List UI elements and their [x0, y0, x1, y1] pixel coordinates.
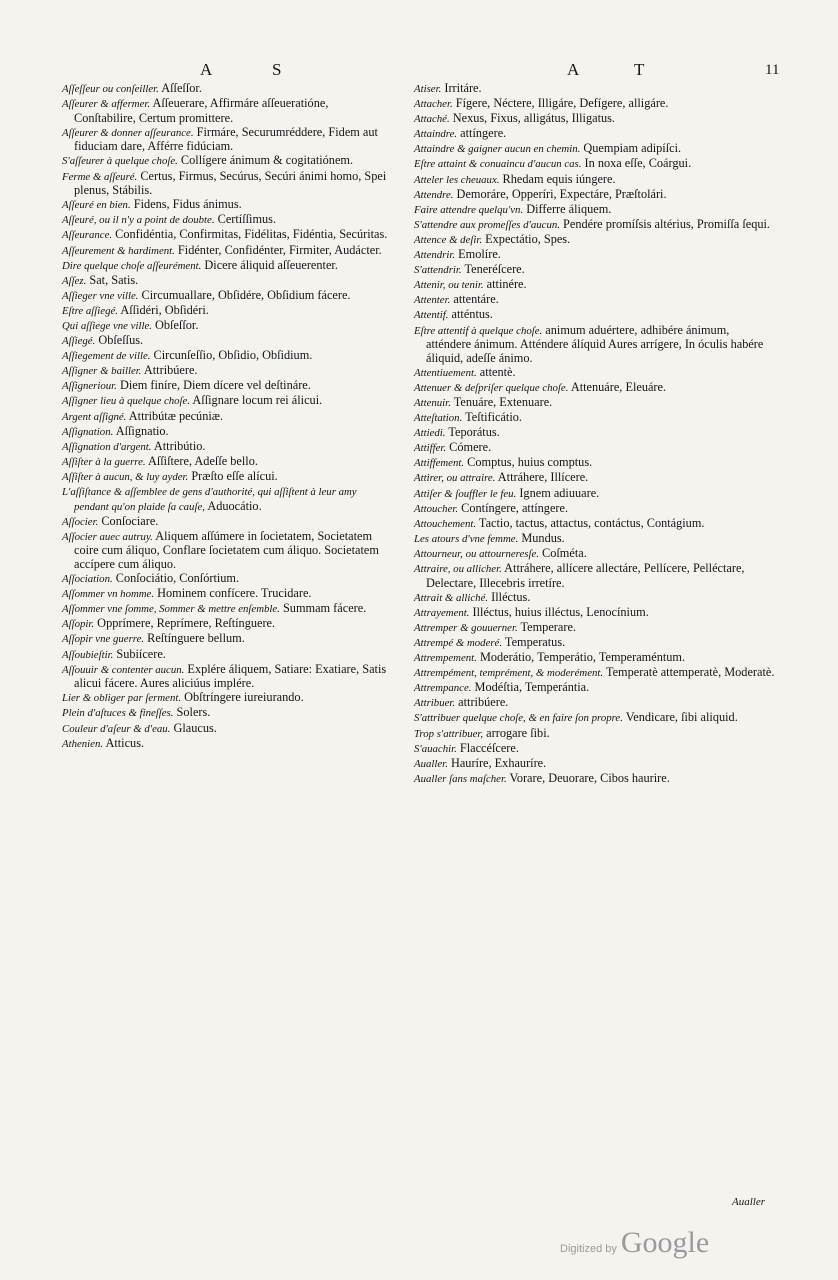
- entry-headword: Aſſommer vn homme.: [62, 588, 155, 601]
- entry-headword: Aſſigneriour.: [62, 380, 117, 393]
- dictionary-entry: [414, 547, 776, 562]
- entry-translation: Summam fácere.: [279, 601, 367, 616]
- dictionary-entry: [414, 308, 776, 323]
- dictionary-entry: [62, 379, 390, 394]
- entry-headword: Attouchement.: [414, 517, 477, 530]
- entry-headword: Attrait & alliché.: [414, 591, 489, 604]
- dictionary-entry: [414, 293, 776, 308]
- entry-headword: Aſſignation d'argent.: [62, 440, 152, 453]
- dictionary-entry: [414, 456, 776, 471]
- entry-translation: Opprímere, Reprímere, Reſtínguere.: [94, 616, 276, 631]
- entry-translation: Obſeſſus.: [95, 333, 144, 348]
- running-head-letter: A: [567, 60, 582, 79]
- entry-headword: Attacher.: [414, 98, 453, 111]
- running-head-letter: T: [634, 60, 647, 79]
- entry-translation: Mundus.: [518, 530, 565, 545]
- catchword: Aualler: [732, 1196, 765, 1208]
- watermark-caption: Digitized by: [560, 1243, 617, 1255]
- entry-headword: Aſſeuré en bien.: [62, 199, 131, 212]
- entry-headword: Aſſeurer & affermer.: [62, 98, 151, 111]
- entry-headword: Aſſocier.: [62, 515, 99, 528]
- entry-translation: Pendére promíſsis altérius, Promiſſa ſequi.: [559, 216, 770, 231]
- dictionary-entry: [414, 324, 776, 366]
- dictionary-entry: [414, 97, 776, 112]
- entry-translation: Collígere ánimum & cogitatiónem.: [177, 153, 354, 168]
- entry-headword: Aſſocier auec autruy.: [62, 530, 153, 543]
- entry-translation: animum aduértere, adhibére ánimum, atténdere ánimum. Atténdere álíquid Aures arrígere, In óculis habére áliquid, adeſſe ánimo.: [426, 322, 764, 365]
- entry-headword: Aſſeurement & hardiment.: [62, 244, 175, 257]
- dictionary-entry: [414, 188, 776, 203]
- dictionary-entry: [62, 213, 390, 228]
- entry-translation: Coſméta.: [538, 545, 587, 560]
- dictionary-entry: [414, 532, 776, 547]
- entry-translation: Temperatus.: [502, 634, 566, 649]
- entry-translation: Reſtínguere bellum.: [144, 631, 245, 646]
- entry-translation: atténtus.: [448, 307, 493, 322]
- entry-headword: Attourneur, ou attourneresſe.: [414, 547, 539, 560]
- entry-headword: Aſſieger vne ville.: [62, 289, 139, 302]
- entry-headword: Aſſouuir & contenter aucun.: [62, 663, 185, 676]
- entry-headword: Attaindre & gaigner aucun en chemin.: [414, 143, 581, 156]
- dictionary-entry: [414, 727, 776, 742]
- entry-headword: Eſtre attentif à quelque choſe.: [414, 324, 543, 337]
- entry-translation: Attráhere, Illícere.: [495, 470, 589, 485]
- entry-headword: Plein d'aſtuces & fineſſes.: [62, 707, 174, 720]
- entry-headword: Trop s'attribuer,: [414, 727, 484, 740]
- entry-headword: Aſſigner lieu à quelque choſe.: [62, 395, 191, 408]
- entry-headword: Dire quelque choſe aſſeurément.: [62, 259, 202, 272]
- dictionary-entry: [414, 562, 776, 590]
- entry-headword: Attribuer.: [414, 697, 456, 710]
- dictionary-entry: [62, 394, 390, 409]
- entry-translation: Flaccéſcere.: [456, 740, 519, 755]
- entry-translation: attinére.: [483, 277, 527, 292]
- entry-translation: attentè.: [476, 364, 516, 379]
- dictionary-entry: [414, 396, 776, 411]
- entry-translation: Emolíre.: [455, 247, 501, 262]
- dictionary-entry: [62, 82, 390, 97]
- entry-translation: Temperare.: [517, 619, 576, 634]
- dictionary-entry: [62, 691, 390, 706]
- dictionary-entry: [414, 263, 776, 278]
- dictionary-entry: [62, 485, 390, 514]
- entry-translation: Rhedam equis iúngere.: [499, 171, 616, 186]
- entry-translation: Attribútæ pecúniæ.: [126, 408, 224, 423]
- running-head-letter: A: [200, 60, 215, 79]
- entry-headword: Aualler ſans maſcher.: [414, 772, 507, 785]
- dictionary-entry: [62, 663, 390, 691]
- entry-headword: Attrempé & moderé.: [414, 636, 503, 649]
- entry-translation: Quempiam adipíſci.: [580, 141, 682, 156]
- entry-headword: Faire attendre quelqu'vn.: [414, 203, 524, 216]
- entry-translation: Teſtificátio.: [462, 410, 522, 425]
- entry-headword: Attrayement.: [414, 606, 470, 619]
- entry-translation: Firmáre, Securumréddere, Fidem aut fiduciam dare, Afférre fidúciam.: [74, 124, 378, 154]
- entry-headword: Attenir, ou tenir.: [414, 279, 484, 292]
- dictionary-entry: [414, 173, 776, 188]
- dictionary-entry: [414, 218, 776, 233]
- entry-translation: Expectátio, Spes.: [482, 231, 571, 246]
- dictionary-entry: [414, 411, 776, 426]
- entry-translation: Aduocátio.: [204, 498, 262, 513]
- entry-headword: Atiser.: [414, 83, 442, 95]
- dictionary-entry: [62, 170, 390, 198]
- dictionary-entry: [414, 711, 776, 726]
- entry-headword: Aſſiſter à la guerre.: [62, 455, 146, 468]
- dictionary-entry: [414, 681, 776, 696]
- entry-headword: Aſſeſſeur ou conſeiller.: [62, 83, 159, 95]
- dictionary-entry: [62, 304, 390, 319]
- dictionary-entry: [62, 289, 390, 304]
- dictionary-entry: [414, 127, 776, 142]
- dictionary-entry: [62, 706, 390, 721]
- running-head-letter: S: [272, 60, 284, 79]
- dictionary-entry: [414, 82, 776, 97]
- entry-translation: Certíſſimus.: [214, 212, 277, 227]
- entry-headword: Attoucher.: [414, 502, 459, 515]
- entry-translation: Moderátio, Temperátio, Temperaméntum.: [476, 650, 686, 665]
- entry-translation: Aſſignare locum rei álicui.: [190, 393, 323, 408]
- entry-headword: Attraire, ou allicher.: [414, 563, 502, 575]
- dictionary-entry: [62, 648, 390, 663]
- dictionary-entry: [62, 154, 390, 169]
- dictionary-entry: [414, 248, 776, 263]
- dictionary-entry: [62, 440, 390, 455]
- entry-headword: Attrempément, temprément, & moderément.: [414, 667, 604, 680]
- dictionary-entry: [62, 587, 390, 602]
- entry-headword: Aſſeurance.: [62, 229, 113, 242]
- entry-headword: Attendre.: [414, 188, 454, 201]
- dictionary-entry: [414, 487, 776, 502]
- entry-translation: Nexus, Fixus, alligátus, Illigatus.: [449, 111, 616, 126]
- entry-translation: Circunſeſſio, Obſidio, Obſidium.: [150, 348, 313, 363]
- dictionary-entry: [414, 203, 776, 218]
- dictionary-entry: [414, 606, 776, 621]
- entry-headword: Attiedi.: [414, 427, 446, 440]
- google-logo: Google: [620, 1226, 710, 1259]
- entry-headword: Atteſtation.: [414, 412, 463, 425]
- entry-translation: Teneréſcere.: [461, 262, 525, 277]
- dictionary-entry: [414, 502, 776, 517]
- entry-headword: Aſſoubieſtir.: [62, 648, 114, 661]
- entry-translation: Fígere, Néctere, Illigáre, Defígere, alligáre.: [452, 96, 669, 111]
- dictionary-entry: [414, 112, 776, 127]
- entry-headword: Argent aſſigné.: [62, 410, 127, 423]
- dictionary-entry: [414, 366, 776, 381]
- dictionary-entry: [62, 334, 390, 349]
- entry-translation: Aliquem aſſúmere in ſocietatem, Societatem coire cum áliquo, Conflare ſocietatem cum áliquo. Societatem accípere cum áliquo.: [74, 528, 379, 571]
- entry-headword: Attaché.: [414, 113, 450, 126]
- dictionary-entry: [62, 617, 390, 632]
- dictionary-entry: [62, 470, 390, 485]
- entry-headword: Attenuir.: [414, 396, 451, 409]
- dictionary-entry: [414, 621, 776, 636]
- entry-translation: attentáre.: [450, 292, 499, 307]
- dictionary-entry: [62, 737, 390, 752]
- dictionary-entry: [62, 126, 390, 154]
- entry-headword: Eſtre aſſiegé.: [62, 304, 118, 317]
- entry-translation: Solers.: [173, 705, 211, 720]
- entry-headword: Aſſeuré, ou il n'y a point de doubte.: [62, 214, 215, 227]
- dictionary-entry: [414, 381, 776, 396]
- entry-translation: Sat, Satis.: [86, 272, 139, 287]
- entry-headword: S'attendrir.: [414, 264, 462, 277]
- dictionary-entry: [62, 722, 390, 737]
- dictionary-entry: [62, 274, 390, 289]
- entry-headword: Aſſociation.: [62, 573, 113, 586]
- entry-headword: Aſſiegement de ville.: [62, 350, 151, 363]
- dictionary-entry: [62, 530, 390, 572]
- entry-translation: Hauríre, Exhauríre.: [447, 755, 547, 770]
- entry-headword: Aſſeurer & donner aſſeurance.: [62, 126, 194, 139]
- google-watermark: [560, 1226, 709, 1260]
- entry-translation: Vorare, Deuorare, Cibos haurire.: [506, 770, 670, 785]
- dictionary-entry: [62, 228, 390, 243]
- entry-translation: Aſſeſſor.: [158, 81, 202, 95]
- entry-headword: Attaindre.: [414, 128, 458, 141]
- dictionary-entry: [414, 441, 776, 456]
- entry-translation: Obſeſſor.: [151, 318, 199, 332]
- entry-translation: Attráhere, allícere allectáre, Pellícere, Pelléctare, Delectare, Illecebris irretíre.: [426, 561, 745, 590]
- dictionary-entry: [414, 757, 776, 772]
- entry-translation: Ignem adiuuare.: [516, 485, 600, 500]
- entry-headword: Aſſigner & bailler.: [62, 365, 142, 378]
- dictionary-entry: [62, 425, 390, 440]
- entry-translation: Vendicare, ſibi aliquid.: [622, 710, 738, 725]
- entry-translation: Circumuallare, Obſidére, Obſidium fácere.: [138, 287, 351, 302]
- entry-translation: Temperatè attemperatè, Moderatè.: [603, 665, 775, 680]
- dictionary-entry: [414, 471, 776, 486]
- dictionary-entry: [414, 157, 776, 172]
- entry-headword: Lier & obliger par ſerment.: [62, 692, 182, 705]
- entry-headword: Athenien.: [62, 737, 104, 750]
- entry-translation: Tactio, tactus, attactus, contáctus, Contágium.: [476, 515, 705, 530]
- entry-translation: Aſſeuerare, Affirmáre aſſeueratióne, Conſtabilire, Certum promittere.: [74, 96, 329, 125]
- entry-translation: Fidens, Fidus ánimus.: [130, 197, 242, 212]
- entry-translation: Obſtríngere iureiurando.: [181, 690, 304, 705]
- dictionary-entry: [62, 244, 390, 259]
- entry-translation: Modéſtia, Temperántia.: [471, 680, 590, 695]
- entry-headword: Couleur d'aſeur & d'eau.: [62, 722, 171, 735]
- entry-headword: Attrempance.: [414, 682, 472, 695]
- entry-headword: Attremper & gouuerner.: [414, 621, 518, 634]
- entry-translation: Conſociátio, Conſórtium.: [112, 571, 240, 586]
- entry-headword: Attirer, ou attraire.: [414, 472, 496, 485]
- entry-translation: Præſto eſſe alícui.: [188, 468, 278, 483]
- dictionary-entry: [62, 515, 390, 530]
- entry-translation: arrogare ſibi.: [483, 725, 550, 740]
- entry-translation: Subiícere.: [113, 646, 166, 661]
- entry-headword: Aualler.: [414, 757, 448, 770]
- entry-headword: L'aſſiſtance & aſſemblee de gens d'authorité, qui aſſiſtent à leur amy pendant qu'on plaide ſa cauſe,: [62, 486, 357, 513]
- entry-translation: Aſſidéri, Obſidéri.: [117, 302, 209, 317]
- right-column: [414, 82, 776, 787]
- entry-translation: Demoráre, Opperíri, Expectáre, Præſtolári.: [453, 186, 667, 201]
- dictionary-entry: [62, 319, 390, 334]
- entry-translation: Conſociare.: [98, 513, 159, 528]
- page-number: 11: [765, 62, 780, 78]
- entry-headword: S'aſſeurer à quelque choſe.: [62, 155, 178, 168]
- entry-translation: attíngere.: [457, 126, 507, 141]
- entry-translation: Atticus.: [103, 735, 145, 750]
- entry-headword: Qui aſſiege vne ville.: [62, 320, 152, 332]
- entry-headword: Attenter.: [414, 294, 451, 307]
- left-column: [62, 82, 390, 752]
- dictionary-entry: [414, 517, 776, 532]
- entry-headword: S'attribuer quelque choſe, & en faire ſon propre.: [414, 712, 623, 725]
- entry-translation: Irritáre.: [441, 81, 482, 95]
- entry-translation: Aſſignatio.: [113, 423, 169, 438]
- entry-translation: Explére áliquem, Satiare: Exatiare, Satis alicui fácere. Aures aliciúus implére.: [74, 661, 387, 691]
- entry-headword: Attenuer & deſpriſer quelque choſe.: [414, 381, 569, 394]
- entry-translation: Diem finíre, Diem dícere vel deſtináre.: [116, 378, 311, 393]
- entry-headword: S'attendre aux promeſſes d'aucun.: [414, 218, 560, 231]
- entry-headword: Aſſiſter à aucun, & luy ayder.: [62, 470, 189, 483]
- entry-headword: S'auachir.: [414, 742, 457, 755]
- entry-translation: Attribúere.: [141, 363, 198, 378]
- dictionary-entry: [414, 426, 776, 441]
- entry-headword: Attiffement.: [414, 457, 465, 470]
- entry-headword: Aſſez.: [62, 274, 87, 287]
- entry-headword: Aſſopir.: [62, 618, 95, 631]
- entry-translation: Glaucus.: [170, 720, 217, 735]
- entry-translation: Teporátus.: [445, 425, 500, 440]
- entry-headword: Attiffer.: [414, 442, 447, 455]
- entry-translation: Aſſiſtere, Adeſſe bello.: [145, 453, 258, 468]
- dictionary-entry: [62, 455, 390, 470]
- entry-translation: In noxa eſſe, Coárgui.: [581, 156, 692, 171]
- dictionary-entry: [62, 198, 390, 213]
- dictionary-entry: [62, 349, 390, 364]
- entry-translation: Confidéntia, Confirmitas, Fidélitas, Fidéntia, Secúritas.: [112, 227, 388, 242]
- dictionary-entry: [62, 259, 390, 274]
- dictionary-entry: [414, 742, 776, 757]
- dictionary-entry: [414, 696, 776, 711]
- dictionary-entry: [62, 97, 390, 125]
- entry-translation: Certus, Firmus, Secúrus, Secúri ánimi homo, Spei plenus, Stábilis.: [74, 168, 387, 198]
- entry-headword: Aſſiegé.: [62, 335, 96, 348]
- entry-headword: Ferme & aſſeuré.: [62, 170, 138, 183]
- entry-translation: Attenuáre, Eleuáre.: [568, 379, 667, 394]
- dictionary-entry: [414, 636, 776, 651]
- entry-headword: Aſſignation.: [62, 425, 114, 438]
- dictionary-entry: [62, 632, 390, 647]
- entry-translation: Illéctus.: [488, 589, 531, 604]
- entry-translation: Attribútio.: [151, 438, 206, 453]
- dictionary-entry: [62, 602, 390, 617]
- entry-headword: Attendrir.: [414, 249, 456, 262]
- entry-translation: Illéctus, huius illéctus, Lenocínium.: [469, 604, 649, 619]
- entry-headword: Attentiuement.: [414, 366, 477, 379]
- entry-headword: Atteler les cheuaux.: [414, 173, 500, 186]
- dictionary-entry: [414, 233, 776, 248]
- dictionary-entry: [414, 591, 776, 606]
- entry-translation: Differre áliquem.: [523, 201, 612, 216]
- dictionary-entry: [414, 278, 776, 293]
- entry-translation: Tenuáre, Extenuare.: [450, 394, 553, 409]
- dictionary-entry: [414, 651, 776, 666]
- entry-translation: Fidénter, Confidénter, Firmiter, Audácter.: [174, 242, 382, 257]
- dictionary-entry: [414, 666, 776, 681]
- entry-headword: Attentif.: [414, 309, 449, 322]
- entry-headword: Aſſommer vne ſomme, Sommer & mettre enſemble.: [62, 603, 280, 616]
- entry-translation: Comptus, huius comptus.: [464, 455, 593, 470]
- entry-translation: attribúere.: [455, 695, 509, 710]
- entry-translation: Dicere áliquid aſſeuerenter.: [201, 257, 338, 272]
- entry-headword: Attiſer & ſouffler le feu.: [414, 487, 517, 500]
- dictionary-entry: [62, 572, 390, 587]
- entry-headword: Attrempement.: [414, 652, 477, 665]
- entry-headword: Eſtre attaint & conuaincu d'aucun cas.: [414, 158, 582, 171]
- dictionary-entry: [62, 364, 390, 379]
- entry-translation: Contíngere, attíngere.: [458, 500, 569, 515]
- entry-translation: Hominem confícere. Trucidare.: [154, 586, 312, 601]
- dictionary-entry: [414, 772, 776, 787]
- entry-translation: Cómere.: [446, 440, 492, 455]
- dictionary-entry: [414, 142, 776, 157]
- entry-headword: Aſſopir vne guerre.: [62, 633, 145, 646]
- dictionary-entry: [62, 410, 390, 425]
- entry-headword: Attence & deſir.: [414, 233, 483, 246]
- entry-headword: Les atours d'vne femme.: [414, 532, 519, 545]
